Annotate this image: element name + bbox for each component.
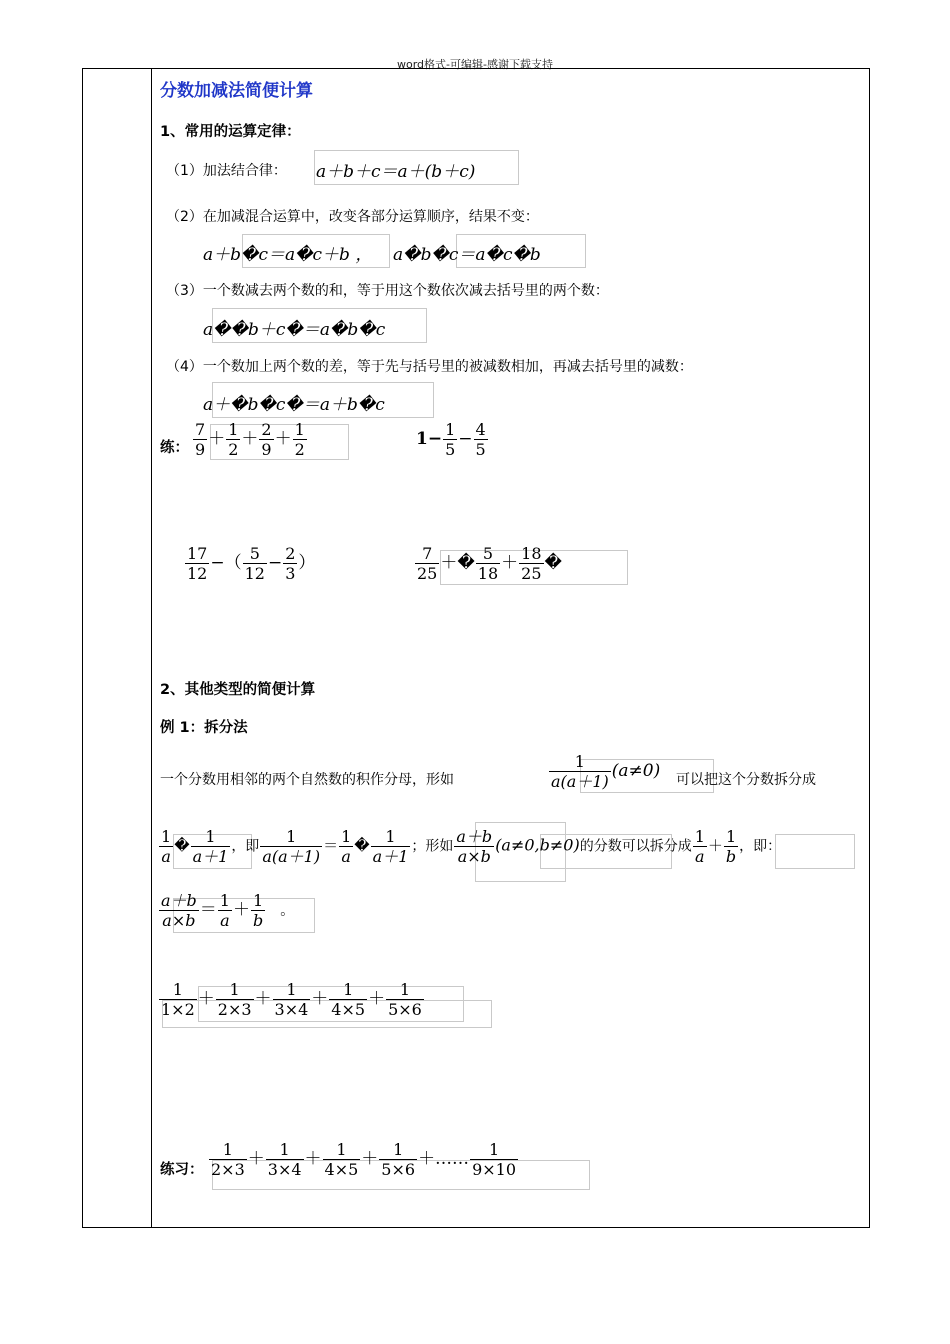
rule2-formula-a: a＋b�c＝a�c＋b ， <box>203 245 373 265</box>
example-fraction: $\frac{1}{3\times 4}$ <box>274 980 309 1019</box>
rule1-label: （1）加法结合律： <box>166 163 287 179</box>
practice1-ex4: $\frac{7}{25}$ ＋� $\frac{5}{18}$ ＋ $\frac{18}{25}$ � <box>417 544 562 583</box>
example-fraction: $\frac{1}{5\times 6}$ <box>388 980 422 1019</box>
practice2-fraction: $\frac{1}{2\times 3}$ <box>211 1140 245 1179</box>
example-expression <box>158 980 425 1019</box>
practice1-label: 练： <box>160 440 189 456</box>
practice1-ex3: $\frac{17}{12}$ −（ $\frac{5}{12}$ − $\frac{2}{3}$ ） <box>187 544 316 583</box>
page-header: word格式-可编辑-感谢下载支持 <box>397 58 553 71</box>
intro-formula: $\frac{1}{a(a+1)}$ (a≠0) <box>551 752 661 791</box>
rule1-formula: a＋b＋c＝a＋(b＋c) <box>316 162 476 182</box>
rule2-label: （2）在加减混合运算中，改变各部分运算顺序，结果不变： <box>166 209 539 225</box>
rule2-formula-b: a�b�c＝a�c�b <box>393 245 541 265</box>
table-column-divider <box>151 69 152 1227</box>
operator: ＋ <box>197 989 215 1009</box>
operator: ＋ <box>368 989 386 1009</box>
operator: ＋ <box>247 1149 265 1169</box>
practice2-fraction: $\frac{1}{4\times 5}$ <box>324 1140 359 1179</box>
practice2-expression <box>208 1140 519 1179</box>
line2-expression: $\frac{1}{a}$ � $\frac{1}{a+1}$ ，即 $\frac{1}{a(a+1)}$ ＝ $\frac{1}{a}$ � $\frac{1}{a+1}$ ；形如 $\frac{a+b}{a\times b}$ (a≠0,b≠0)的分数可以拆分成 $\frac{1}{a}$ ＋ $\frac{1}{b}$ ，即： <box>161 827 782 866</box>
example-fraction: $\frac{1}{1\times 2}$ <box>161 980 195 1019</box>
intro-tail: 可以把这个分数拆分成 <box>676 772 816 788</box>
example-fraction: $\frac{1}{4\times 5}$ <box>331 980 366 1019</box>
operator: ＋…… <box>418 1149 470 1169</box>
practice2-fraction-last: $\frac{1}{9\times 10}$ <box>472 1140 517 1179</box>
operator: ＋ <box>254 989 272 1009</box>
practice2-label: 练习： <box>160 1162 204 1178</box>
rule4-formula: a＋�b�c�＝a＋b�c <box>203 395 385 415</box>
line2-box4 <box>775 834 855 869</box>
practice2-fraction: $\frac{1}{3\times 4}$ <box>267 1140 302 1179</box>
section1-heading: 1、常用的运算定律： <box>160 124 301 140</box>
example1-heading: 例 1：拆分法 <box>160 720 248 736</box>
practice1-ex1: $\frac{7}{9}$ ＋ $\frac{1}{2}$ ＋ $\frac{2}{9}$ ＋ $\frac{1}{2}$ <box>195 420 305 459</box>
example-fraction: $\frac{1}{2\times 3}$ <box>217 980 252 1019</box>
operator: ＋ <box>311 989 329 1009</box>
rule3-formula: a��b＋c�＝a�b�c <box>203 320 386 340</box>
practice1-ex2: 1− $\frac{1}{5}$ − $\frac{4}{5}$ <box>416 420 486 459</box>
rule3-label: （3）一个数减去两个数的和，等于用这个数依次减去括号里的两个数： <box>166 283 609 299</box>
rule4-label: （4）一个数加上两个数的差，等于先与括号里的被减数相加，再减去括号里的减数： <box>166 359 693 375</box>
section2-heading: 2、其他类型的简便计算 <box>160 682 316 698</box>
line3-expression: $\frac{a+b}{a\times b}$ ＝ $\frac{1}{a}$ ＋ $\frac{1}{b}$ 。 <box>161 891 295 930</box>
operator: ＋ <box>304 1149 322 1169</box>
page-title: 分数加减法简便计算 <box>160 81 313 101</box>
intro-text: 一个分数用相邻的两个自然数的积作分母，形如 <box>160 772 454 788</box>
operator: ＋ <box>361 1149 379 1169</box>
practice2-fraction: $\frac{1}{5\times 6}$ <box>381 1140 416 1179</box>
